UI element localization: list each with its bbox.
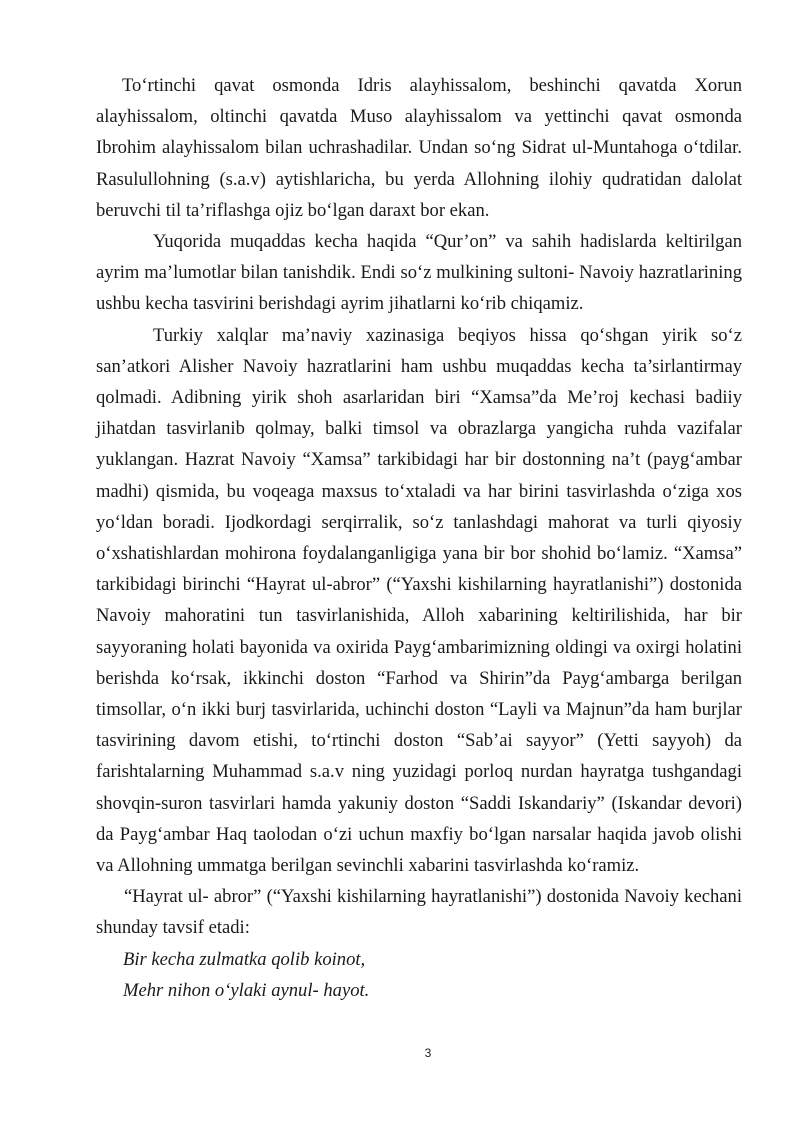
- paragraph-3: Turkiy xalqlar ma’naviy xazinasiga beqiyos hissa qo‘shgan yirik so‘z san’atkori Alisher Navoiy hazratlarini ham ushbu muqaddas kecha ta’sirlantirmay qolmadi. Adibning yirik shoh asarlaridan biri “Xamsa”da Me’roj kechasi badiiy jihatdan tasvirlanib qolmay, balki timsol va obrazlarga yangicha ruhda vazifalar yuklangan. Hazrat Navoiy “Xamsa” tarkibidagi har bir dostonning na’t (payg‘ambar madhi) qismida, bu voqeaga maxsus to‘xtaladi va har birini tasvirlashda o‘ziga xos yo‘ldan boradi. Ijodkordagi serqirralik, so‘z tanlashdagi mahorat va turli qiyosiy o‘xshatishlardan mohirona foydalanganligiga yana bir bor shohid bo‘lamiz. “Xamsa” tarkibidagi birinchi “Hayrat ul-abror” (“Yaxshi kishilarning hayratlanishi”) dostonida Navoiy mahoratini tun tasvirlanishida, Alloh xabarining keltirilishida, har bir sayyoraning holati bayonida va oxirida Payg‘ambarimizning oldingi va oxirgi holatini berishda ko‘rsak, ikkinchi doston “Farhod va Shirin”da Payg‘ambarga berilgan timsollar, o‘n ikki burj tasvirlarida, uchinchi doston “Layli va Majnun”da ham burjlar tasvirining davom etishi, to‘rtinchi doston “Sab’ai sayyor” (Yetti sayyoh) da farishtalarning Muhammad s.a.v ning yuzidagi porloq nurdan hayratga tushgandagi shovqin-suron tasvirlari hamda yakuniy doston “Saddi Iskandariy” (Iskandar devori) da Payg‘ambar Haq taolodan o‘zi uchun maxfiy bo‘lgan narsalar haqida javob olishi va Allohning ummatga berilgan sevinchli xabarini tasvirlashda ko‘ramiz.: [96, 324, 742, 877]
- paragraph-2: Yuqorida muqaddas kecha haqida “Qur’on” va sahih hadislarda keltirilgan ayrim ma’lumotlar bilan tanishdik. Endi so‘z mulkining sultoni- Navoiy hazratlarining ushbu kecha tasvirini berishdagi ayrim jihatlarni ko‘rib chiqamiz.: [96, 231, 742, 315]
- paragraph-1: To‘rtinchi qavat osmonda Idris alayhissalom, beshinchi qavatda Xorun alayhissalom, oltinchi qavatda Muso alayhissalom va yettinchi qavat osmonda Ibrohim alayhissalom bilan uchrashadilar. Undan so‘ng Sidrat ul-Muntahoga o‘tdilar. Rasulullohning (s.a.v) aytishlaricha, bu yerda Allohning ilohiy qudratidan dalolat beruvchi til ta’riflashga ojiz bo‘lgan daraxt bor ekan.: [96, 75, 742, 221]
- page-number: 3: [424, 1046, 432, 1060]
- document-page: [96, 70, 742, 1006]
- verse-line-1: Bir kecha zulmatka qolib koinot,: [123, 948, 366, 970]
- verse-line-2: Mehr nihon o‘ylaki aynul- hayot.: [123, 979, 370, 1001]
- paragraph-4: “Hayrat ul- abror” (“Yaxshi kishilarning hayratlanishi”) dostonida Navoiy kechani shunday tavsif etadi:: [96, 886, 742, 939]
